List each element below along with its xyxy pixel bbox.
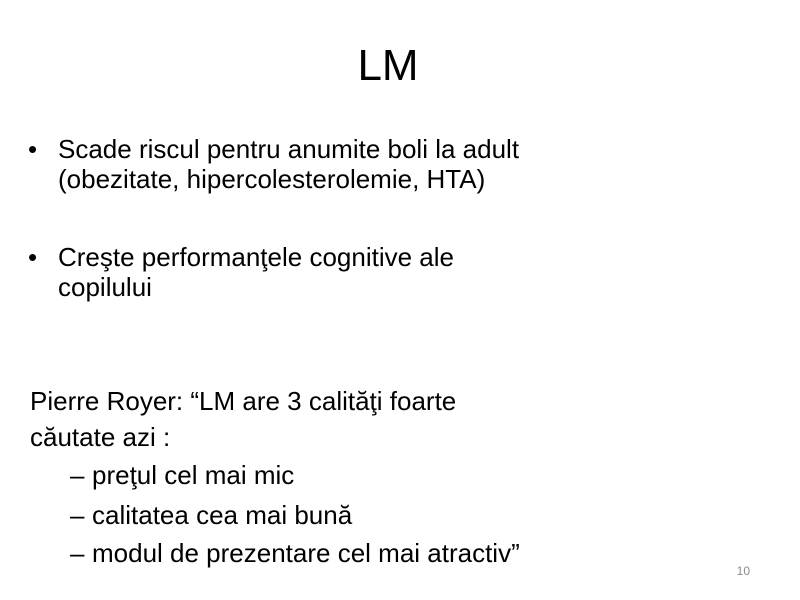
dash-marker: – bbox=[70, 500, 85, 530]
bullet-text-line: Scade riscul pentru anumite boli la adult bbox=[58, 134, 520, 164]
sub-bullet-item bbox=[70, 497, 750, 533]
bullet-marker: • bbox=[28, 134, 38, 164]
sub-bullet-text: calitatea cea mai bună bbox=[92, 500, 353, 530]
sub-bullet-item bbox=[70, 535, 750, 571]
bullet-text-line: Creşte performanţele cognitive ale bbox=[58, 242, 454, 272]
dash-marker: – bbox=[70, 538, 85, 568]
sub-bullet-text: preţul cel mai mic bbox=[92, 460, 295, 490]
sub-bullet-item bbox=[70, 457, 750, 493]
page-number: 10 bbox=[736, 564, 750, 578]
dash-marker: – bbox=[70, 460, 85, 490]
quote-line: căutate azi : bbox=[30, 422, 171, 452]
sub-bullet-text: modul de prezentare cel mai atractiv” bbox=[92, 538, 520, 568]
quote-line: Pierre Royer: “LM are 3 calităţi foarte bbox=[30, 386, 457, 416]
bullet-item bbox=[28, 242, 728, 302]
bullet-text-line: (obezitate, hipercolesterolemie, HTA) bbox=[58, 164, 486, 194]
bullet-text-line: copilului bbox=[58, 272, 152, 302]
slide-title: LM bbox=[357, 41, 419, 90]
bullet-marker: • bbox=[28, 242, 38, 272]
bullet-item bbox=[28, 134, 728, 194]
